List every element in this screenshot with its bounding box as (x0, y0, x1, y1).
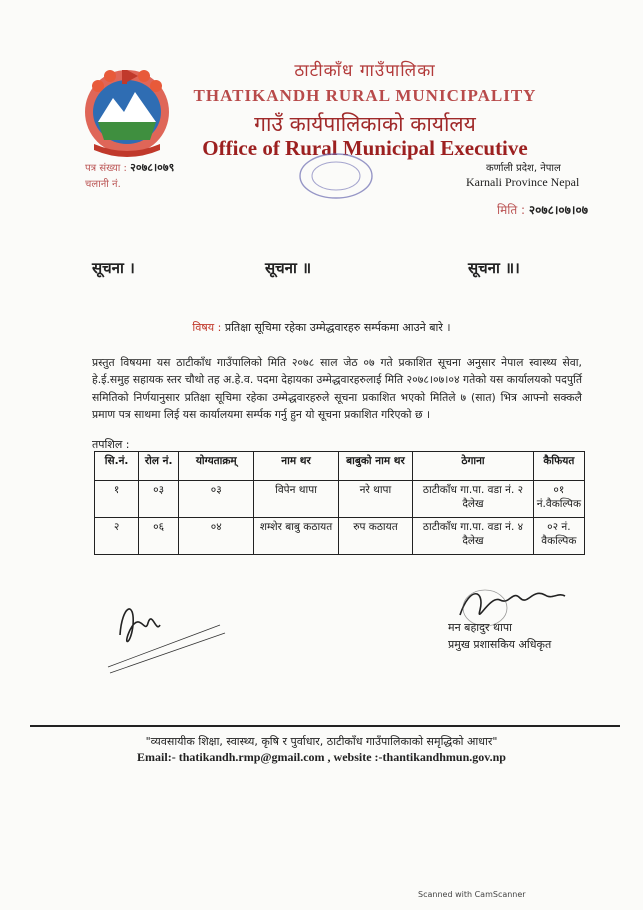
office-stamp (296, 152, 376, 200)
cell-serial: १ (95, 481, 139, 518)
date-label: मिति : (497, 203, 526, 217)
subject-label: विषय : (192, 321, 222, 334)
cell-name: विपेन थापा (254, 481, 338, 518)
subject-line (60, 320, 583, 335)
col-header-father-name: बाबुको नाम थर (338, 452, 413, 481)
col-header-roll: रोल नं. (139, 452, 179, 481)
col-header-address: ठेगाना (413, 452, 533, 481)
cell-serial: २ (95, 518, 139, 555)
municipality-name-nepali: ठाटीकाँध गाउँपालिका (294, 61, 436, 81)
candidate-table (94, 451, 585, 555)
cell-address: ठाटीकाँध गा.पा. वडा नं. २ दैलेख (413, 481, 533, 518)
col-header-serial: सि.नं. (95, 452, 139, 481)
province-english: Karnali Province Nepal (466, 175, 580, 189)
reference-number (85, 160, 174, 175)
notice-body-paragraph: प्रस्तुत विषयमा यस ठाटीकाँध गाउँपालिको मिति २०७८ साल जेठ ०७ गते प्रकाशित सूचना अनुसार नेपाल स्वास्थ्य सेवा, हे.ई.समुह सहायक स्तर चौथो तह अ.हे.व. पदमा देहायका उम्मेद्धवारहरुलाई मिति २०७८।०७।०४ गतेको यस कार्यालयको पदपुर्ति समितिको निर्णयानुसार प्रतिक्षा सूचिमा रहेका उम्मेद्धवारहरुले सूचना प्रकाशित भएको मितिले ७ (सात) भित्र आफ्नो सक्कलै प्रमाण पत्र साथमा लिई यस कार्यालयमा सर्म्पक गर्नु हुन यो सूचना प्रकाशित गरिएको छ । (92, 356, 582, 421)
subject-text: प्रतिक्षा सूचिमा रहेका उम्मेद्धवारहरु सर्म्पकमा आउने बारे । (224, 321, 451, 334)
document-date (497, 201, 588, 218)
notice-heading-1: सूचना । (92, 259, 135, 277)
office-name-nepali: गाउँ कार्यपालिकाको कार्यालय (254, 112, 476, 136)
cell-address: ठाटीकाँध गा.पा. वडा नं. ४ दैलेख (413, 518, 533, 555)
cell-remarks: ०१ नं.वैकल्पिक (533, 481, 584, 518)
province-nepali: कर्णाली प्रदेश, नेपाल (486, 163, 561, 174)
footer-contact: Email:- thatikandh.rmp@gmail.com , website :-thantikandhmun.gov.np (137, 750, 506, 764)
cell-father-name: नरे थापा (338, 481, 413, 518)
cell-name: शम्शेर बाबु कठायत (254, 518, 338, 555)
details-label: तपशिल : (92, 438, 130, 451)
cell-father-name: रुप कठायत (338, 518, 413, 555)
office-name-english: Office of Rural Municipal Executive (202, 136, 528, 160)
cell-merit: ०३ (179, 481, 254, 518)
notice-heading-3: सूचना ॥। (468, 259, 520, 277)
table-row (95, 518, 585, 555)
signature-left (100, 585, 240, 675)
table-row (95, 481, 585, 518)
footer-divider (30, 725, 620, 727)
cell-roll: ०३ (139, 481, 179, 518)
col-header-merit: योग्यताक्रम् (179, 452, 254, 481)
signatory-title: प्रमुख प्रशासकिय अधिकृत (448, 638, 552, 651)
scanner-watermark: Scanned with CamScanner (418, 890, 526, 899)
reference-label: पत्र संख्या : (85, 163, 127, 174)
footer-motto: "व्यवसायीक शिक्षा, स्वास्थ्य, कृषि र पुर्वाधार, ठाटीकाँध गाउँपालिकाको समृद्धिको आधार" (145, 735, 498, 748)
col-header-remarks: कैफियत (533, 452, 584, 481)
signatory-name: मन बहादुर थापा (448, 621, 512, 634)
table-header-row (95, 452, 585, 481)
col-header-name: नाम थर (254, 452, 338, 481)
notice-heading-2: सूचना ॥ (265, 259, 312, 277)
date-value: २०७८।०७।०७ (528, 203, 588, 217)
cell-remarks: ०२ नं. वैकल्पिक (533, 518, 584, 555)
dispatch-number-label: चलानी नं. (85, 179, 121, 190)
cell-roll: ०६ (139, 518, 179, 555)
municipality-name-english: THATIKANDH RURAL MUNICIPALITY (193, 86, 537, 105)
cell-merit: ०४ (179, 518, 254, 555)
reference-value: २०७८।०७९ (130, 161, 175, 174)
